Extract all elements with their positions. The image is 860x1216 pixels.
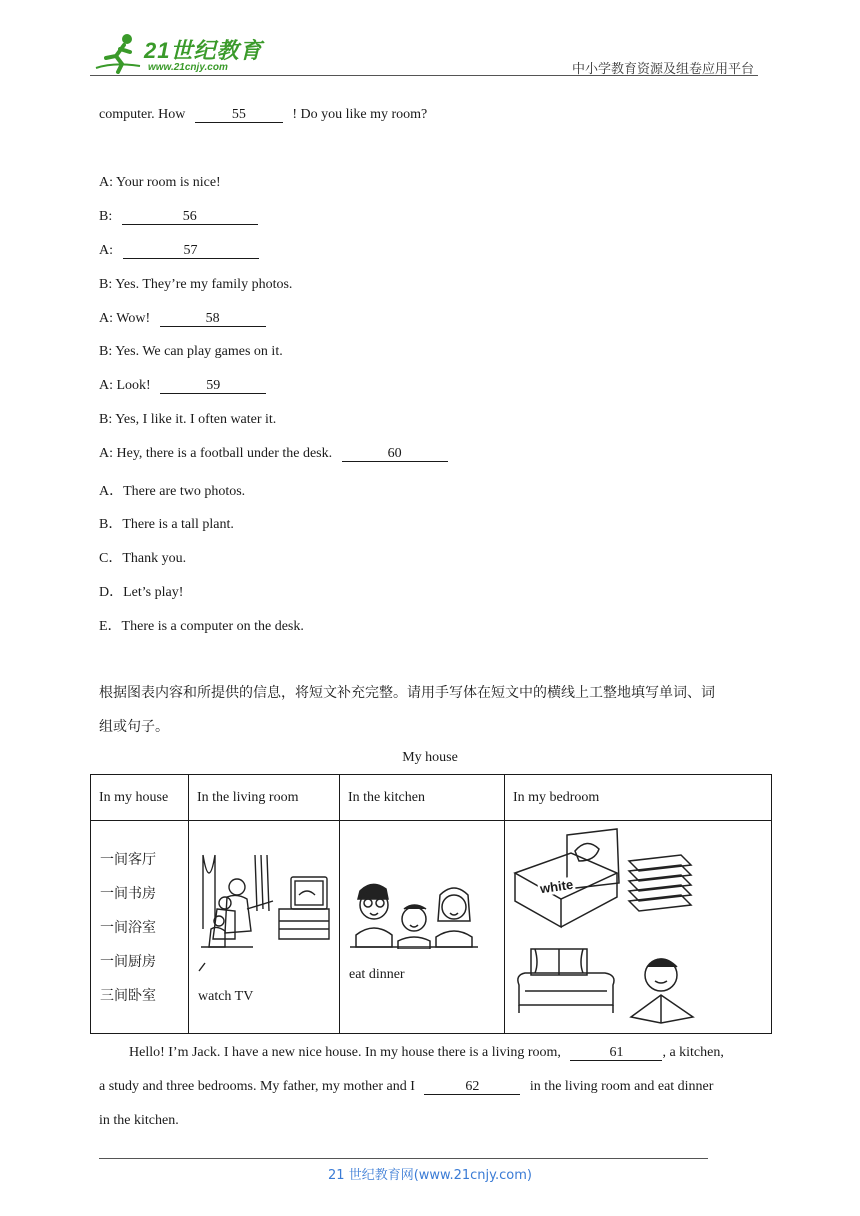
- speaker-label: A: Look!: [99, 378, 151, 393]
- header-cell-living: In the living room: [189, 775, 340, 821]
- dialogue-line-9: [99, 446, 448, 462]
- room-item: 三间卧室: [100, 988, 156, 1004]
- dialogue-line-7: [99, 378, 266, 394]
- room-item: 一间浴室: [100, 920, 156, 936]
- living-room-cell: [189, 821, 340, 1034]
- option-d: D．Let’s play!: [99, 585, 184, 600]
- room-item: 一间厨房: [100, 954, 156, 970]
- dialogue-line-0: [99, 107, 427, 123]
- dialogue-line-4: B: Yes. They’re my family photos.: [99, 277, 293, 292]
- header-cell-house: In my house: [91, 775, 189, 821]
- bedroom-illustration: [505, 823, 761, 1029]
- header-cell-bedroom: In my bedroom: [505, 775, 772, 821]
- line-text: ! Do you like my room?: [292, 107, 428, 122]
- living-room-caption: watch TV: [198, 989, 254, 1004]
- passage-text: Hello! I’m Jack. I have a new nice house. In my house there is a living room,: [129, 1045, 561, 1060]
- bedroom-cell: [505, 821, 772, 1034]
- blank-60: 60: [342, 447, 448, 462]
- dialogue-line-2: [99, 209, 258, 225]
- passage-text: in the living room and eat dinner: [529, 1079, 714, 1094]
- kitchen-caption: eat dinner: [349, 967, 405, 982]
- passage-text: a study and three bedrooms. My father, my mother and I: [99, 1079, 415, 1094]
- blank-61: 61: [570, 1046, 662, 1061]
- runner-logo-icon: [94, 32, 142, 74]
- instruction-line-1: 根据图表内容和所提供的信息，将短文补充完整。请用手写体在短文中的横线上工整地填写单词、词: [99, 685, 715, 701]
- instruction-line-2: 组或句子。: [99, 719, 169, 735]
- header-cell-kitchen: In the kitchen: [340, 775, 505, 821]
- option-c: C．Thank you.: [99, 551, 187, 566]
- dialogue-line-3: [99, 243, 259, 259]
- speaker-label: A: Hey, there is a football under the desk.: [99, 446, 333, 461]
- bed-label: white: [539, 876, 575, 897]
- blank-57: 57: [123, 244, 259, 259]
- option-b: B．There is a tall plant.: [99, 517, 234, 532]
- speaker-label: A: Wow!: [99, 311, 151, 326]
- dialogue-line-8: B: Yes, I like it. I often water it.: [99, 412, 277, 427]
- blank-58: 58: [160, 312, 266, 327]
- option-e: E．There is a computer on the desk.: [99, 619, 304, 634]
- blank-56: 56: [122, 210, 258, 225]
- footer-divider: [99, 1158, 708, 1159]
- speaker-label: B:: [99, 209, 113, 224]
- passage-line-3: in the kitchen.: [99, 1113, 179, 1128]
- room-item: 一间书房: [100, 886, 156, 902]
- passage-line-2: [99, 1079, 713, 1095]
- logo-text: 21世纪教育: [144, 38, 263, 63]
- header-divider: [90, 75, 758, 76]
- blank-59: 59: [160, 379, 266, 394]
- kitchen-cell: [340, 821, 505, 1034]
- dialogue-line-1: A: Your room is nice!: [99, 175, 221, 190]
- dialogue-line-6: B: Yes. We can play games on it.: [99, 344, 283, 359]
- logo-url: www.21cnjy.com: [148, 62, 228, 73]
- logo: [94, 32, 264, 76]
- room-item: 一间客厅: [100, 852, 156, 868]
- footer-link[interactable]: 21 世纪教育网(www.21cnjy.com): [328, 1168, 532, 1183]
- passage-text: , a kitchen,: [662, 1045, 724, 1060]
- blank-62: 62: [424, 1080, 520, 1095]
- house-table: [90, 774, 772, 1034]
- blank-55: 55: [195, 108, 283, 123]
- family-eating-illustration: [350, 877, 478, 949]
- family-watching-tv-illustration: [195, 851, 331, 981]
- header-platform-text: 中小学教育资源及组卷应用平台: [571, 62, 754, 77]
- table-title: My house: [402, 750, 458, 765]
- passage-line-1: [129, 1045, 724, 1061]
- speaker-label: A:: [99, 243, 113, 258]
- line-text: computer. How: [99, 107, 186, 122]
- dialogue-line-5: [99, 311, 266, 327]
- option-a: A．There are two photos.: [99, 484, 246, 499]
- page-header: [90, 28, 758, 78]
- rooms-cell: [91, 821, 189, 1034]
